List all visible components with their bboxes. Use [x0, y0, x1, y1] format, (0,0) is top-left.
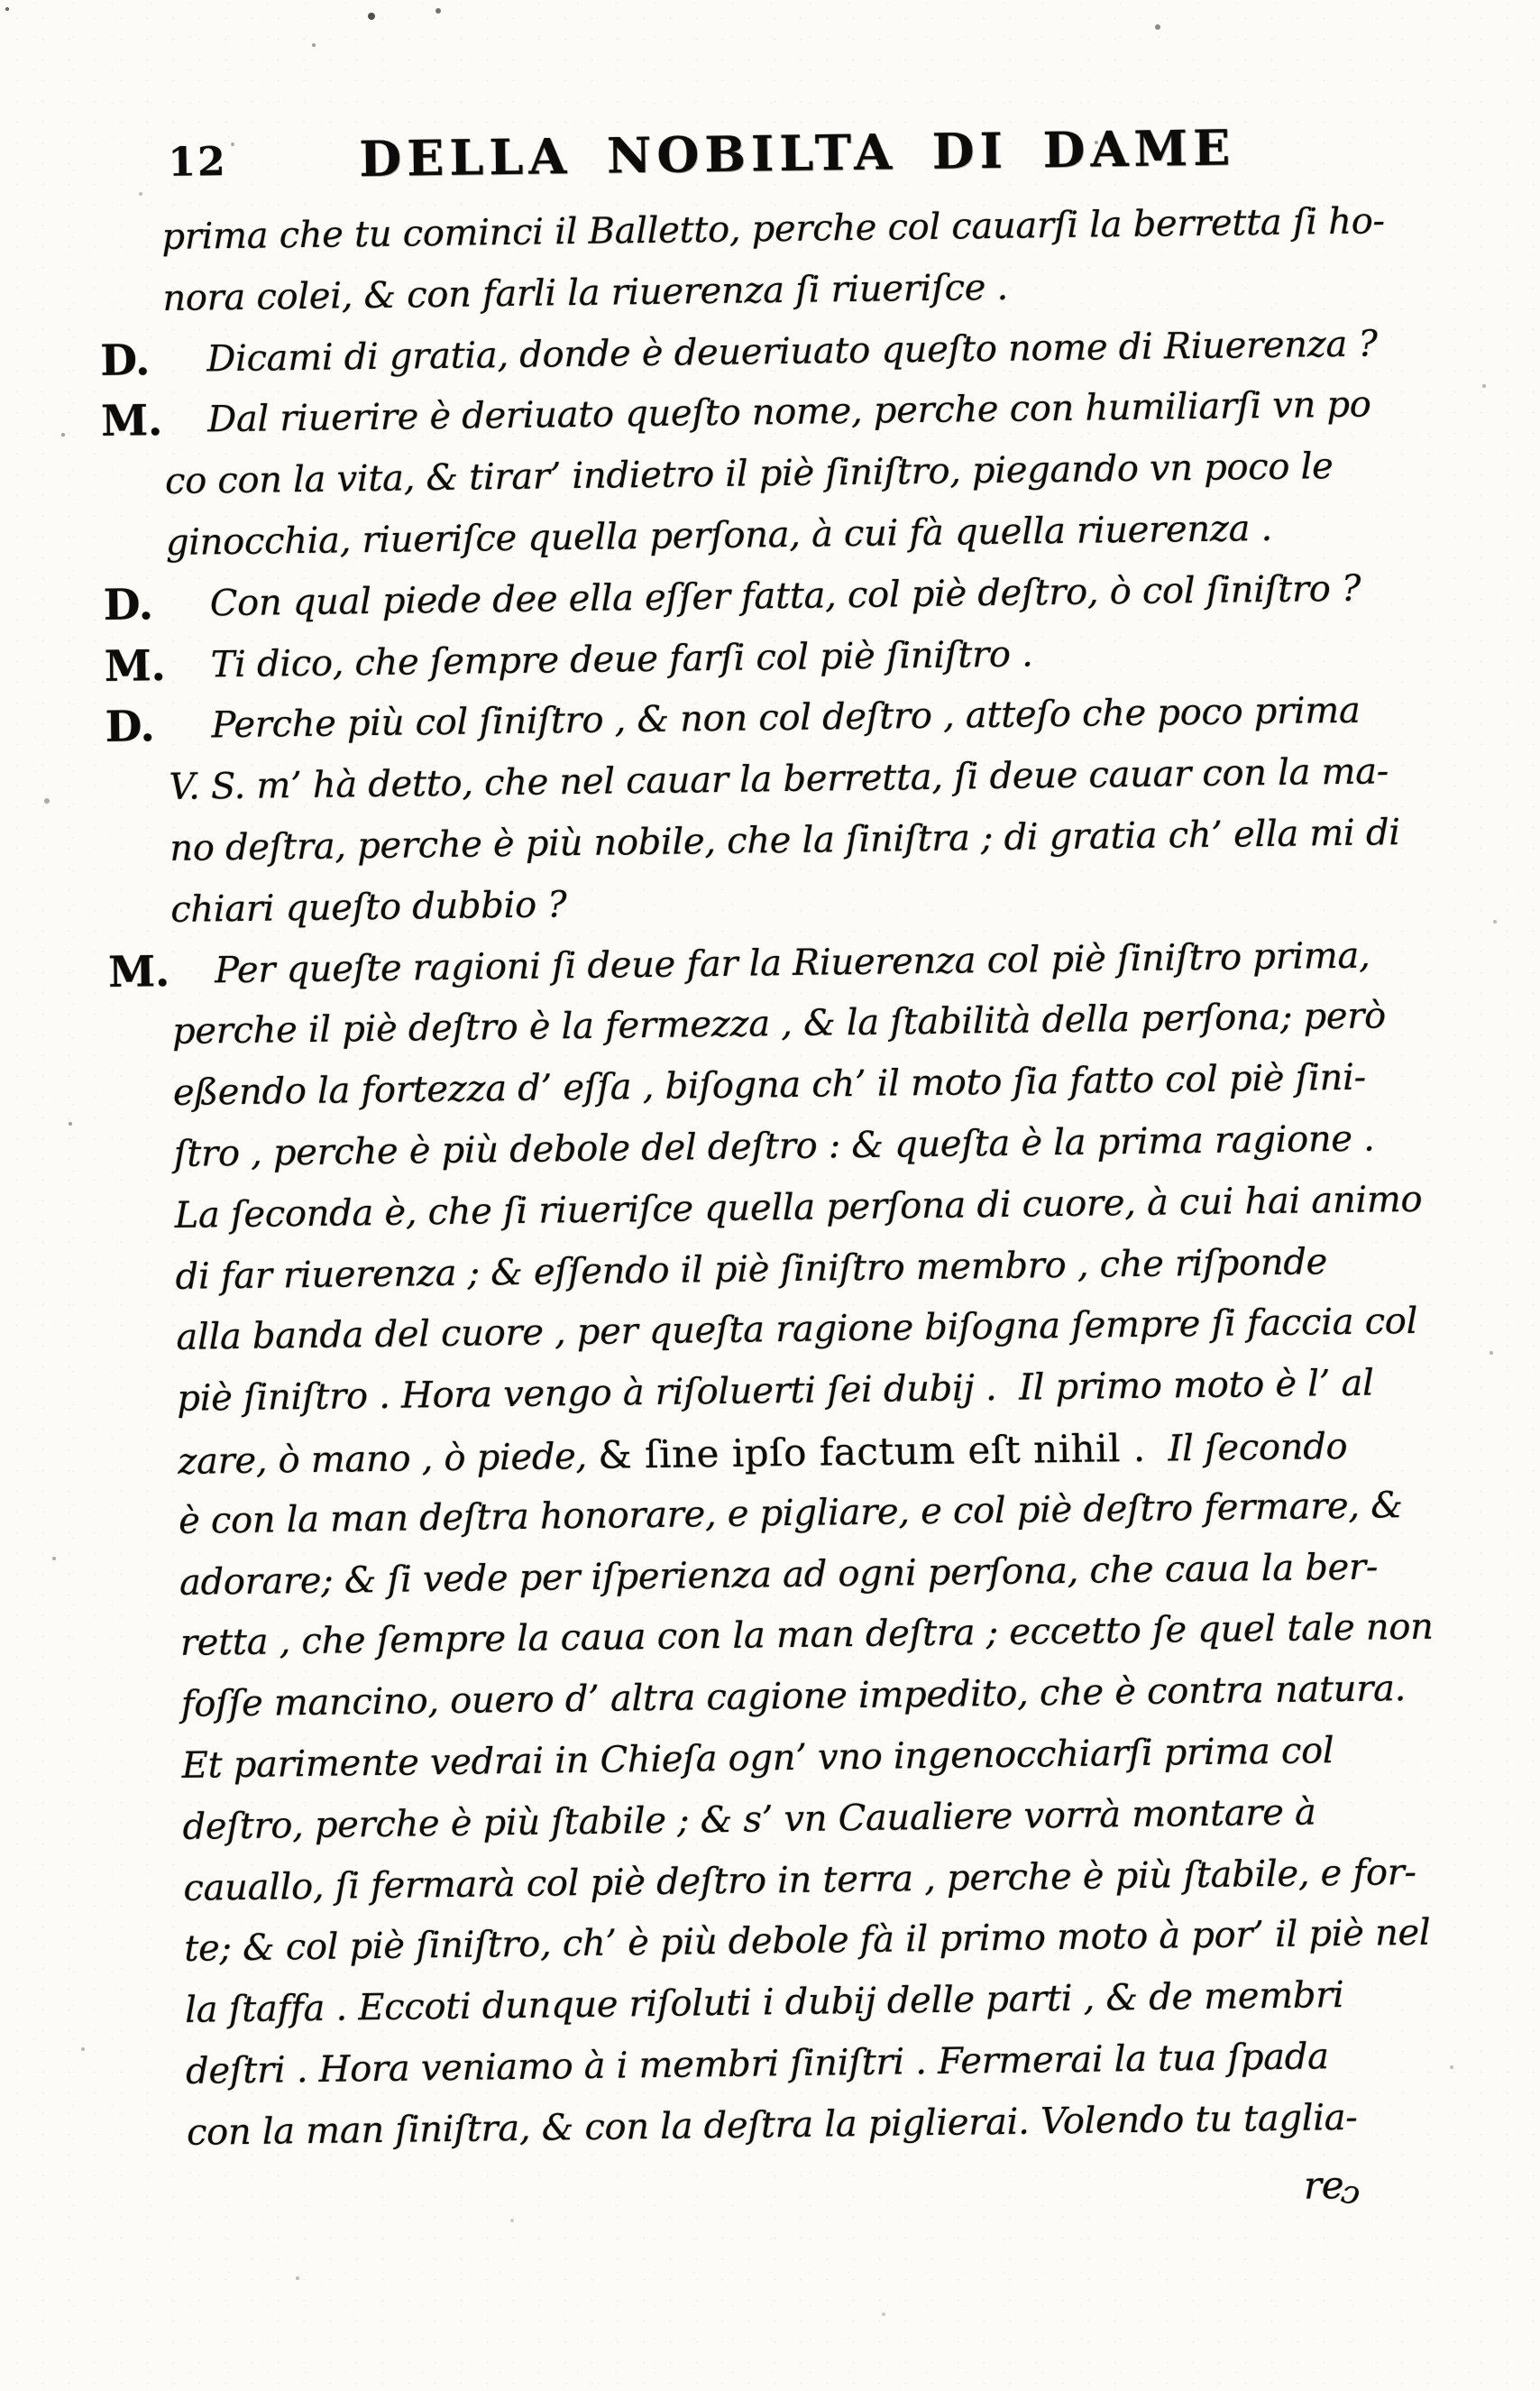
dialogue-entry: [100, 374, 1440, 575]
text-line: Perche più col ſiniſtro , & non col deſtro , atteſo che poco prima: [211, 690, 1361, 747]
text-line: alla banda del cuore , per queſta ragione biſogna ſempre ſi faccia col: [176, 1301, 1418, 1359]
page-header: [160, 117, 1435, 189]
text-line: V. S. m’ hà detto, che nel cauar la berretta, ſi deue cauar con la ma-: [169, 750, 1389, 809]
dialogue-entry: [107, 924, 1461, 2164]
running-title: DELLA NOBILTA DI DAME: [358, 118, 1236, 189]
speaker-label: M.: [107, 946, 170, 998]
latin-phrase: & ſine ipſo factum eſt nihil .: [597, 1425, 1147, 1477]
page-content: [99, 117, 1461, 2231]
speaker-label: D.: [103, 579, 154, 630]
text-line: te; & col piè ſiniſtro, ch’ è più debole fà il primo moto à por’ il piè nel: [184, 1912, 1431, 1971]
speaker-label: M.: [100, 396, 163, 447]
speaker-label: D.: [99, 335, 151, 386]
text-line: co con la vita, & tirar’ indietro il piè ſiniſtro, piegando vn poco le: [164, 446, 1334, 503]
text-line: no deſtra, perche è più nobile, che la ſiniſtra ; di gratia ch’ ella mi di: [170, 812, 1401, 869]
text-line: Dal riuerire è deriuato queſto nome, perche con humiliarſi vn po: [206, 383, 1371, 441]
speaker-label: M.: [104, 640, 166, 692]
text-line: deſtri . Hora veniamo à i membri ſiniſtri . Fermerai la tua ſpada: [185, 2036, 1329, 2092]
text-line: la ſtaffa . Eccoti dunque riſoluti i dubij delle parti , & de membri: [184, 1974, 1344, 2031]
text-line: deſtro, perche è più ſtabile ; & s’ vn Caualiere vorrà montare à: [182, 1791, 1316, 1848]
text-line: è con la man deſtra honorare, e pigliare, e col piè deſtro fermare, &: [178, 1484, 1403, 1542]
text-line: ginocchia, riueriſce quella perſona, à cui fà quella riuerenza .: [165, 507, 1273, 564]
text-block: [99, 191, 1461, 2231]
text-line: chiari queſto dubbio ?: [170, 883, 567, 931]
text-line: Con qual piede dee ella eſſer fatta, col piè deſtro, ò col ſiniſtro ?: [209, 567, 1361, 625]
dialogue: [99, 313, 1461, 2164]
text-line: con la man ſiniſtra, & con la deſtra la piglierai. Volendo tu taglia-: [186, 2096, 1358, 2154]
text-line: retta , che ſempre la caua con la man deſtra ; eccetto ſe quel tale non: [179, 1605, 1434, 1665]
text-line: ſtro , perche è più debole del deſtro : & queſta è la prima ragione .: [173, 1117, 1375, 1175]
text-line: adorare; & ſi vede per iſperienza ad ogni perſona, che caua la ber-: [179, 1545, 1379, 1604]
text-line: Dicami di gratia, donde è deueriuato queſto nome di Riuerenza ?: [206, 322, 1378, 380]
text-line: di far riuerenza ; & eſſendo il piè ſiniſtro membro , che riſponde: [175, 1240, 1328, 1298]
text-line: eßendo la fortezza d’ eſſa , biſogna ch’ il moto ſia fatto col piè ſini-: [172, 1056, 1367, 1115]
text-line: Ti dico, che ſempre deue farſi col piè ſiniſtro .: [210, 632, 1033, 685]
text-line: La ſeconda è, che ſi riueriſce quella perſona di cuore, à cui hai animo: [174, 1178, 1423, 1237]
text-segment: Il ſecondo: [1145, 1425, 1348, 1470]
dialogue-entry: [105, 680, 1444, 942]
text-segment: zare, ò mano , ò piede,: [177, 1435, 599, 1483]
text-line: perche il piè deſtro è la fermezza , & la ſtabilità della perſona; però: [171, 995, 1387, 1053]
intro-paragraph: [161, 191, 1436, 330]
text-line: Per queſte ragioni ſi deue far la Riuerenza col piè ſiniſtro prima,: [214, 934, 1370, 991]
catchword-row: [188, 2153, 1462, 2230]
text-line: cauallo, ſi fermarà col piè deſtro in terra , perche è più ſtabile, e for-: [183, 1851, 1417, 1909]
catchword-flourish-glyph: ɔ: [1338, 2172, 1364, 2212]
text-line: Et parimente vedrai in Chieſa ogn’ vno ingenocchiarſi prima col: [181, 1730, 1334, 1787]
catchword: re: [1303, 2162, 1344, 2208]
text-line: piè ſiniſtro . Hora vengo à riſoluerti ſei dubij . Il primo moto è l’ al: [177, 1362, 1374, 1421]
text-line: nora colei, & con farli la riuerenza ſi riueriſce .: [162, 266, 1009, 319]
page-number: 12: [168, 139, 227, 186]
speaker-label: D.: [105, 702, 155, 753]
text-line: prima che tu cominci il Balletto, perche col cauarſi la berretta ſi ho-: [161, 200, 1386, 258]
text-line: foſſe mancino, ouero d’ altra cagione impedito, che è contra natura.: [180, 1668, 1407, 1725]
